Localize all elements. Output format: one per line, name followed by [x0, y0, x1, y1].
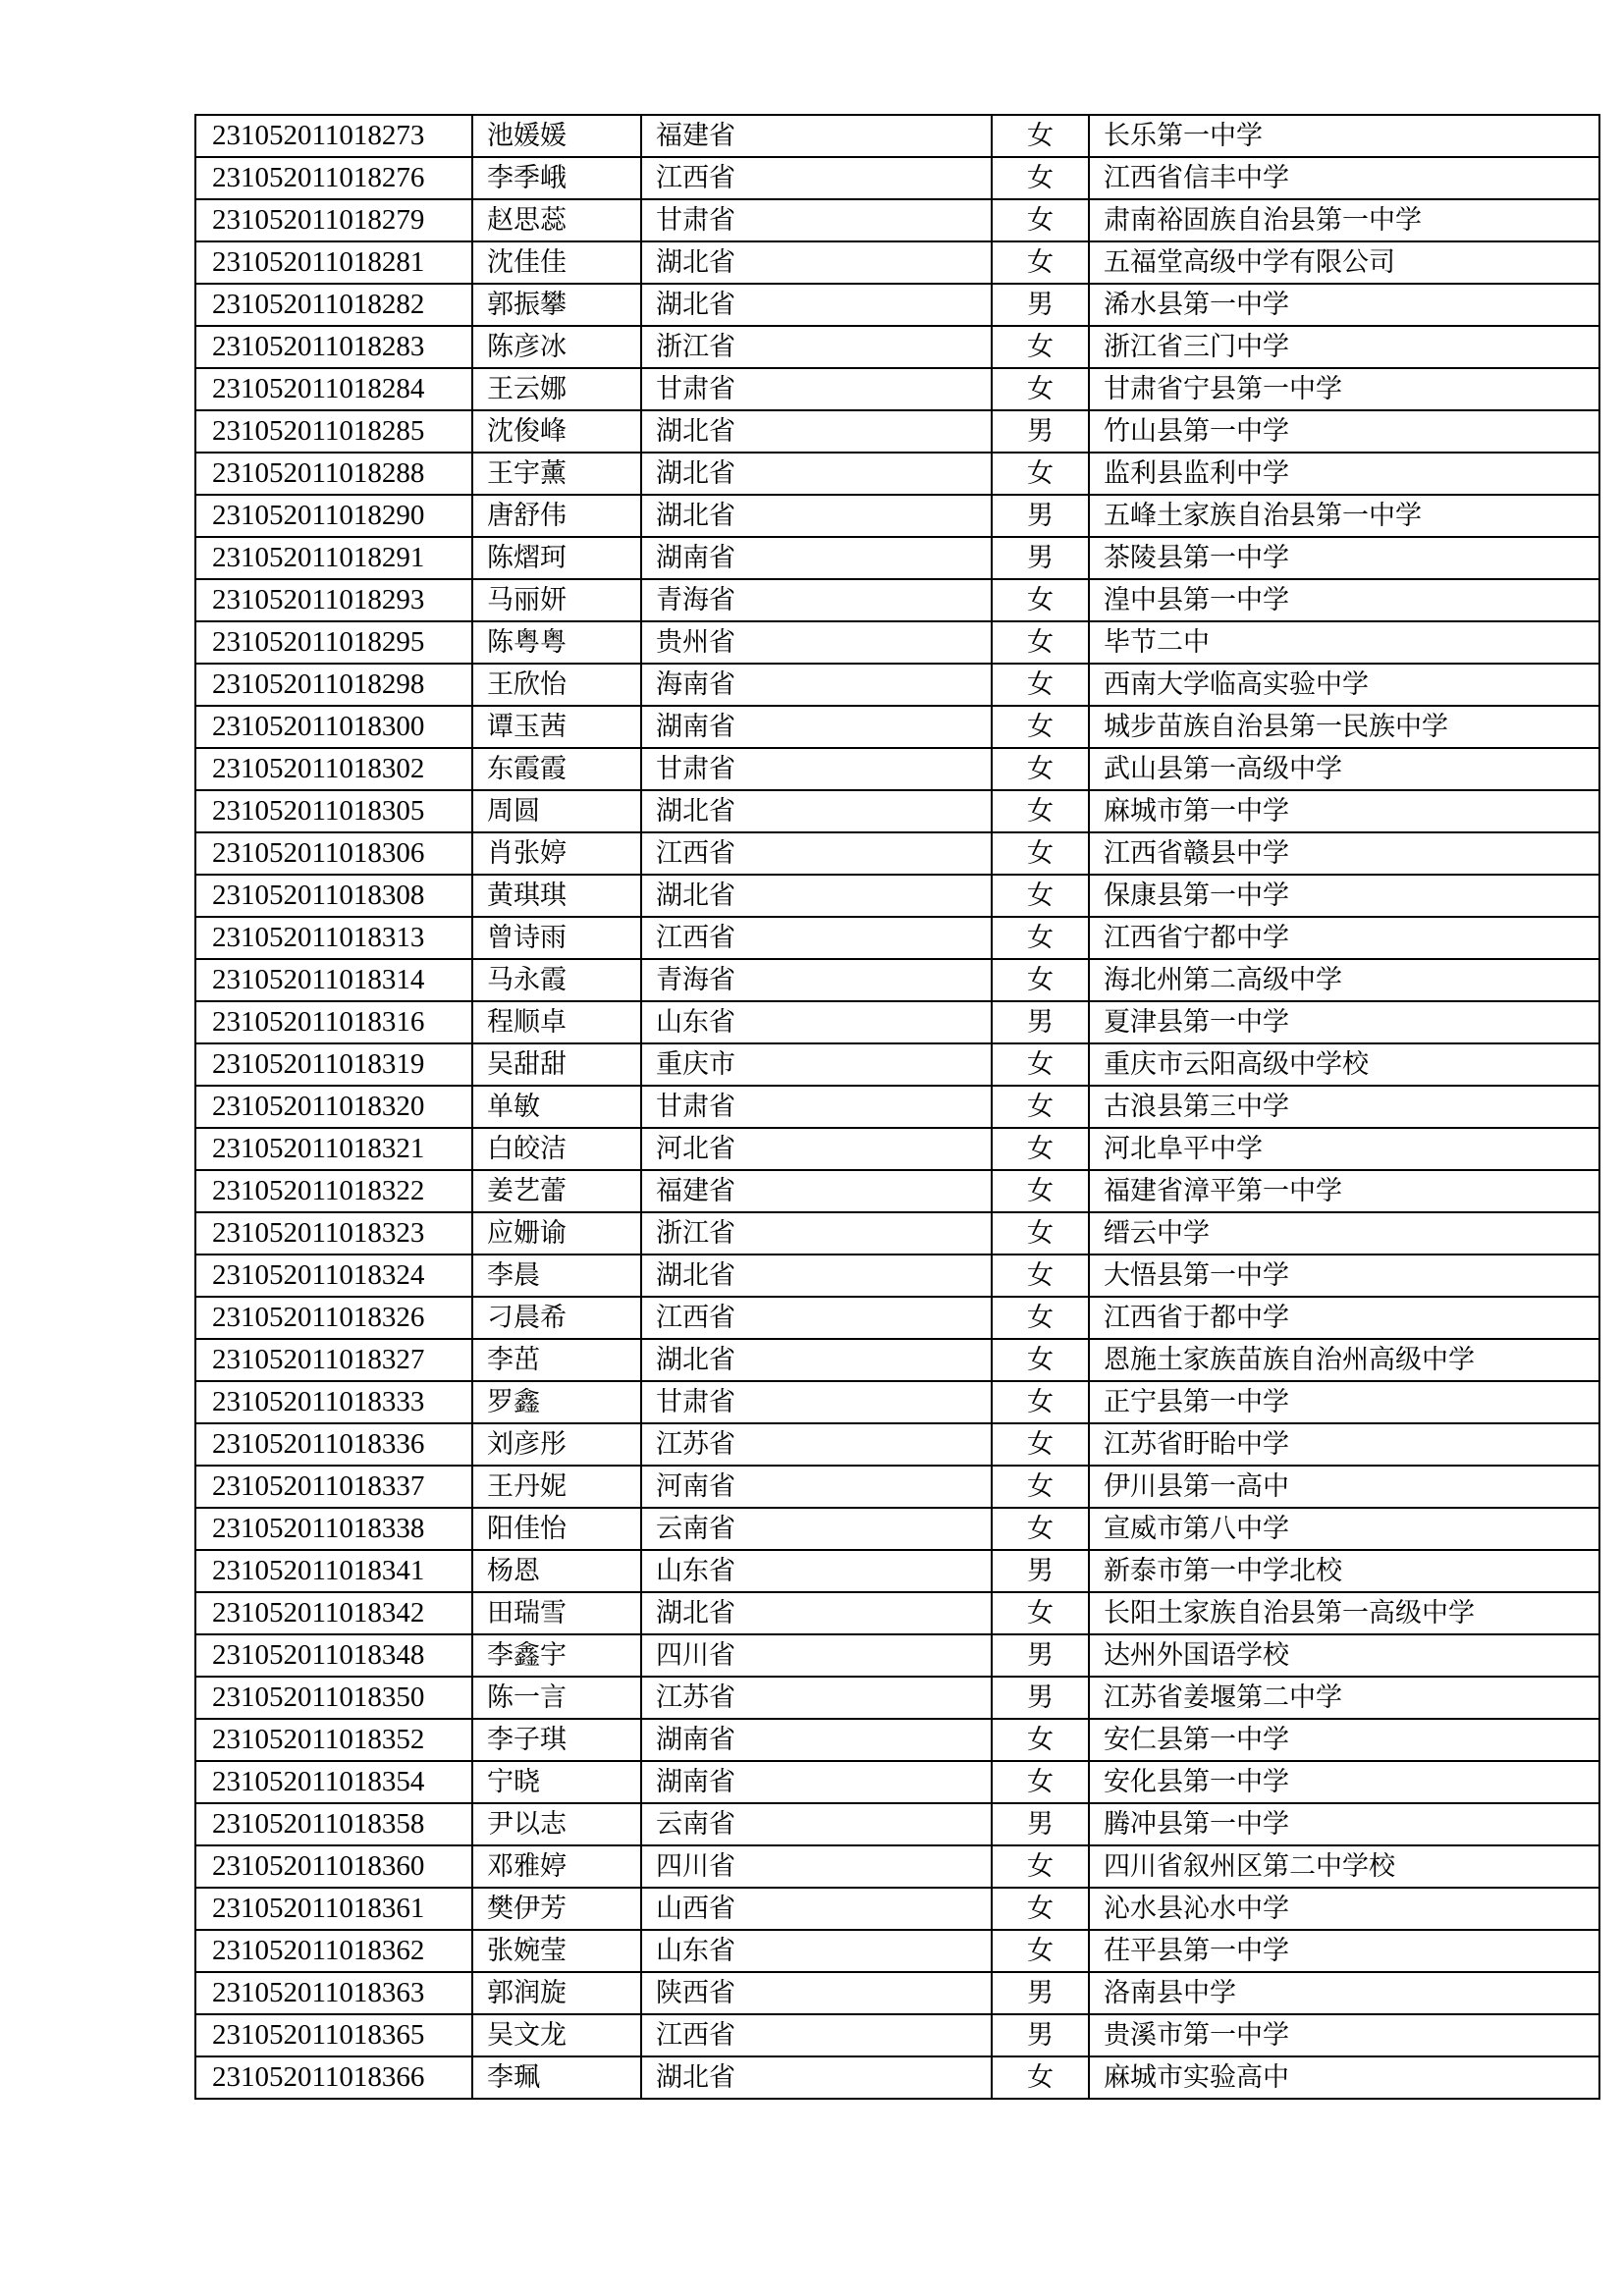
school-cell: 浠水县第一中学 — [1089, 284, 1599, 326]
province-cell: 河北省 — [641, 1128, 992, 1170]
school-cell: 西南大学临高实验中学 — [1089, 664, 1599, 706]
province-cell: 江西省 — [641, 157, 992, 199]
student-name-cell: 李茁 — [472, 1339, 641, 1381]
gender-cell: 男 — [992, 410, 1089, 453]
exam-id-cell: 231052011018313 — [195, 917, 472, 959]
student-name-cell: 陈彦冰 — [472, 326, 641, 368]
school-cell: 重庆市云阳高级中学校 — [1089, 1043, 1599, 1086]
school-cell: 江西省信丰中学 — [1089, 157, 1599, 199]
exam-id-cell: 231052011018326 — [195, 1297, 472, 1339]
gender-cell: 女 — [992, 1930, 1089, 1972]
exam-id-cell: 231052011018314 — [195, 959, 472, 1001]
table-row — [195, 1677, 1599, 1719]
gender-cell: 女 — [992, 1719, 1089, 1761]
school-cell: 达州外国语学校 — [1089, 1634, 1599, 1677]
table-row — [195, 1845, 1599, 1888]
exam-id-cell: 231052011018273 — [195, 115, 472, 157]
student-name-cell: 程顺卓 — [472, 1001, 641, 1043]
school-cell: 缙云中学 — [1089, 1212, 1599, 1255]
school-cell: 毕节二中 — [1089, 621, 1599, 664]
gender-cell: 女 — [992, 1381, 1089, 1423]
table-row — [195, 1170, 1599, 1212]
gender-cell: 女 — [992, 790, 1089, 832]
province-cell: 甘肃省 — [641, 1381, 992, 1423]
table-row — [195, 1930, 1599, 1972]
gender-cell: 男 — [992, 2014, 1089, 2056]
school-cell: 五峰土家族自治县第一中学 — [1089, 495, 1599, 537]
school-cell: 正宁县第一中学 — [1089, 1381, 1599, 1423]
student-name-cell: 樊伊芳 — [472, 1888, 641, 1930]
school-cell: 古浪县第三中学 — [1089, 1086, 1599, 1128]
table-row — [195, 368, 1599, 410]
province-cell: 江苏省 — [641, 1423, 992, 1466]
province-cell: 江西省 — [641, 917, 992, 959]
school-cell: 肃南裕固族自治县第一中学 — [1089, 199, 1599, 241]
table-row — [195, 115, 1599, 157]
gender-cell: 女 — [992, 368, 1089, 410]
table-row — [195, 1043, 1599, 1086]
school-cell: 海北州第二高级中学 — [1089, 959, 1599, 1001]
province-cell: 青海省 — [641, 579, 992, 621]
student-name-cell: 陈熠珂 — [472, 537, 641, 579]
exam-id-cell: 231052011018337 — [195, 1466, 472, 1508]
province-cell: 甘肃省 — [641, 368, 992, 410]
province-cell: 湖南省 — [641, 1761, 992, 1803]
province-cell: 湖北省 — [641, 1255, 992, 1297]
gender-cell: 男 — [992, 1634, 1089, 1677]
school-cell: 湟中县第一中学 — [1089, 579, 1599, 621]
province-cell: 云南省 — [641, 1508, 992, 1550]
province-cell: 甘肃省 — [641, 1086, 992, 1128]
school-cell: 竹山县第一中学 — [1089, 410, 1599, 453]
student-name-cell: 赵思蕊 — [472, 199, 641, 241]
province-cell: 江西省 — [641, 2014, 992, 2056]
table-row — [195, 1803, 1599, 1845]
table-row — [195, 1086, 1599, 1128]
school-cell: 长阳土家族自治县第一高级中学 — [1089, 1592, 1599, 1634]
province-cell: 福建省 — [641, 1170, 992, 1212]
exam-id-cell: 231052011018308 — [195, 875, 472, 917]
student-name-cell: 曾诗雨 — [472, 917, 641, 959]
student-name-cell: 应姗谕 — [472, 1212, 641, 1255]
table-row — [195, 2056, 1599, 2099]
table-row — [195, 748, 1599, 790]
school-cell: 江苏省盱眙中学 — [1089, 1423, 1599, 1466]
table-row — [195, 537, 1599, 579]
exam-id-cell: 231052011018288 — [195, 453, 472, 495]
gender-cell: 女 — [992, 241, 1089, 284]
table-row — [195, 579, 1599, 621]
province-cell: 福建省 — [641, 115, 992, 157]
gender-cell: 女 — [992, 115, 1089, 157]
exam-id-cell: 231052011018295 — [195, 621, 472, 664]
province-cell: 浙江省 — [641, 326, 992, 368]
exam-id-cell: 231052011018327 — [195, 1339, 472, 1381]
exam-id-cell: 231052011018291 — [195, 537, 472, 579]
student-name-cell: 郭振攀 — [472, 284, 641, 326]
gender-cell: 男 — [992, 1677, 1089, 1719]
school-cell: 监利县监利中学 — [1089, 453, 1599, 495]
province-cell: 江西省 — [641, 1297, 992, 1339]
student-name-cell: 马永霞 — [472, 959, 641, 1001]
school-cell: 麻城市实验高中 — [1089, 2056, 1599, 2099]
exam-id-cell: 231052011018282 — [195, 284, 472, 326]
student-name-cell: 张婉莹 — [472, 1930, 641, 1972]
gender-cell: 女 — [992, 832, 1089, 875]
student-name-cell: 谭玉茜 — [472, 706, 641, 748]
table-row — [195, 1128, 1599, 1170]
gender-cell: 女 — [992, 2056, 1089, 2099]
exam-id-cell: 231052011018300 — [195, 706, 472, 748]
school-cell: 长乐第一中学 — [1089, 115, 1599, 157]
gender-cell: 男 — [992, 284, 1089, 326]
province-cell: 浙江省 — [641, 1212, 992, 1255]
province-cell: 四川省 — [641, 1634, 992, 1677]
school-cell: 保康县第一中学 — [1089, 875, 1599, 917]
gender-cell: 男 — [992, 1972, 1089, 2014]
province-cell: 湖北省 — [641, 241, 992, 284]
exam-id-cell: 231052011018283 — [195, 326, 472, 368]
student-name-cell: 王欣怡 — [472, 664, 641, 706]
gender-cell: 女 — [992, 579, 1089, 621]
gender-cell: 女 — [992, 1086, 1089, 1128]
exam-id-cell: 231052011018293 — [195, 579, 472, 621]
gender-cell: 男 — [992, 1001, 1089, 1043]
school-cell: 夏津县第一中学 — [1089, 1001, 1599, 1043]
school-cell: 茶陵县第一中学 — [1089, 537, 1599, 579]
province-cell: 湖北省 — [641, 1592, 992, 1634]
student-name-cell: 周圆 — [472, 790, 641, 832]
province-cell: 湖南省 — [641, 706, 992, 748]
school-cell: 洛南县中学 — [1089, 1972, 1599, 2014]
student-name-cell: 李季峨 — [472, 157, 641, 199]
province-cell: 青海省 — [641, 959, 992, 1001]
province-cell: 湖北省 — [641, 284, 992, 326]
gender-cell: 女 — [992, 664, 1089, 706]
table-row — [195, 1592, 1599, 1634]
table-row — [195, 1297, 1599, 1339]
school-cell: 福建省漳平第一中学 — [1089, 1170, 1599, 1212]
gender-cell: 女 — [992, 199, 1089, 241]
exam-id-cell: 231052011018305 — [195, 790, 472, 832]
table-row — [195, 410, 1599, 453]
student-name-cell: 肖张婷 — [472, 832, 641, 875]
gender-cell: 男 — [992, 537, 1089, 579]
student-name-cell: 东霞霞 — [472, 748, 641, 790]
exam-id-cell: 231052011018365 — [195, 2014, 472, 2056]
table-row — [195, 284, 1599, 326]
school-cell: 恩施土家族苗族自治州高级中学 — [1089, 1339, 1599, 1381]
province-cell: 湖北省 — [641, 2056, 992, 2099]
school-cell: 江西省于都中学 — [1089, 1297, 1599, 1339]
student-name-cell: 马丽妍 — [472, 579, 641, 621]
exam-id-cell: 231052011018306 — [195, 832, 472, 875]
school-cell: 城步苗族自治县第一民族中学 — [1089, 706, 1599, 748]
gender-cell: 女 — [992, 326, 1089, 368]
gender-cell: 女 — [992, 1212, 1089, 1255]
school-cell: 江西省宁都中学 — [1089, 917, 1599, 959]
student-name-cell: 郭润旋 — [472, 1972, 641, 2014]
student-name-cell: 单敏 — [472, 1086, 641, 1128]
exam-id-cell: 231052011018284 — [195, 368, 472, 410]
student-name-cell: 沈俊峰 — [472, 410, 641, 453]
exam-id-cell: 231052011018361 — [195, 1888, 472, 1930]
province-cell: 湖北省 — [641, 790, 992, 832]
student-name-cell: 王丹妮 — [472, 1466, 641, 1508]
table-row — [195, 1255, 1599, 1297]
gender-cell: 女 — [992, 1043, 1089, 1086]
exam-id-cell: 231052011018298 — [195, 664, 472, 706]
student-name-cell: 李珮 — [472, 2056, 641, 2099]
province-cell: 海南省 — [641, 664, 992, 706]
table-row — [195, 1972, 1599, 2014]
table-row — [195, 1634, 1599, 1677]
province-cell: 山东省 — [641, 1001, 992, 1043]
gender-cell: 女 — [992, 917, 1089, 959]
gender-cell: 女 — [992, 706, 1089, 748]
exam-id-cell: 231052011018354 — [195, 1761, 472, 1803]
student-name-cell: 李晨 — [472, 1255, 641, 1297]
province-cell: 湖南省 — [641, 537, 992, 579]
province-cell: 河南省 — [641, 1466, 992, 1508]
school-cell: 麻城市第一中学 — [1089, 790, 1599, 832]
gender-cell: 女 — [992, 1466, 1089, 1508]
gender-cell: 女 — [992, 1170, 1089, 1212]
province-cell: 湖北省 — [641, 1339, 992, 1381]
province-cell: 江西省 — [641, 832, 992, 875]
table-row — [195, 790, 1599, 832]
exam-id-cell: 231052011018363 — [195, 1972, 472, 2014]
student-name-cell: 刘彦彤 — [472, 1423, 641, 1466]
school-cell: 安化县第一中学 — [1089, 1761, 1599, 1803]
roster-body — [195, 115, 1599, 2099]
exam-id-cell: 231052011018321 — [195, 1128, 472, 1170]
school-cell: 沁水县沁水中学 — [1089, 1888, 1599, 1930]
school-cell: 大悟县第一中学 — [1089, 1255, 1599, 1297]
student-name-cell: 刁晨希 — [472, 1297, 641, 1339]
gender-cell: 男 — [992, 495, 1089, 537]
province-cell: 贵州省 — [641, 621, 992, 664]
student-name-cell: 王云娜 — [472, 368, 641, 410]
student-name-cell: 陈粤粤 — [472, 621, 641, 664]
table-row — [195, 621, 1599, 664]
table-row — [195, 157, 1599, 199]
student-roster-table — [194, 114, 1600, 2100]
exam-id-cell: 231052011018341 — [195, 1550, 472, 1592]
table-row — [195, 495, 1599, 537]
exam-id-cell: 231052011018285 — [195, 410, 472, 453]
gender-cell: 女 — [992, 1423, 1089, 1466]
province-cell: 湖北省 — [641, 453, 992, 495]
school-cell: 江苏省姜堰第二中学 — [1089, 1677, 1599, 1719]
school-cell: 江西省赣县中学 — [1089, 832, 1599, 875]
exam-id-cell: 231052011018366 — [195, 2056, 472, 2099]
exam-id-cell: 231052011018333 — [195, 1381, 472, 1423]
student-name-cell: 白皎洁 — [472, 1128, 641, 1170]
province-cell: 甘肃省 — [641, 748, 992, 790]
student-name-cell: 唐舒伟 — [472, 495, 641, 537]
exam-id-cell: 231052011018352 — [195, 1719, 472, 1761]
gender-cell: 女 — [992, 748, 1089, 790]
table-row — [195, 1466, 1599, 1508]
school-cell: 安仁县第一中学 — [1089, 1719, 1599, 1761]
table-row — [195, 1001, 1599, 1043]
student-name-cell: 吴文龙 — [472, 2014, 641, 2056]
school-cell: 甘肃省宁县第一中学 — [1089, 368, 1599, 410]
exam-id-cell: 231052011018324 — [195, 1255, 472, 1297]
school-cell: 新泰市第一中学北校 — [1089, 1550, 1599, 1592]
student-name-cell: 沈佳佳 — [472, 241, 641, 284]
table-row — [195, 2014, 1599, 2056]
student-name-cell: 黄琪琪 — [472, 875, 641, 917]
school-cell: 腾冲县第一中学 — [1089, 1803, 1599, 1845]
province-cell: 湖北省 — [641, 410, 992, 453]
exam-id-cell: 231052011018322 — [195, 1170, 472, 1212]
gender-cell: 女 — [992, 1592, 1089, 1634]
gender-cell: 女 — [992, 1255, 1089, 1297]
school-cell: 武山县第一高级中学 — [1089, 748, 1599, 790]
school-cell: 四川省叙州区第二中学校 — [1089, 1845, 1599, 1888]
table-row — [195, 241, 1599, 284]
gender-cell: 男 — [992, 1803, 1089, 1845]
gender-cell: 女 — [992, 453, 1089, 495]
exam-id-cell: 231052011018302 — [195, 748, 472, 790]
table-row — [195, 199, 1599, 241]
province-cell: 江苏省 — [641, 1677, 992, 1719]
gender-cell: 女 — [992, 1845, 1089, 1888]
student-name-cell: 李子琪 — [472, 1719, 641, 1761]
table-row — [195, 453, 1599, 495]
student-name-cell: 杨恩 — [472, 1550, 641, 1592]
exam-id-cell: 231052011018319 — [195, 1043, 472, 1086]
province-cell: 陕西省 — [641, 1972, 992, 2014]
province-cell: 湖南省 — [641, 1719, 992, 1761]
table-row — [195, 1212, 1599, 1255]
exam-id-cell: 231052011018279 — [195, 199, 472, 241]
province-cell: 四川省 — [641, 1845, 992, 1888]
exam-id-cell: 231052011018320 — [195, 1086, 472, 1128]
province-cell: 湖北省 — [641, 495, 992, 537]
gender-cell: 女 — [992, 621, 1089, 664]
table-row — [195, 1508, 1599, 1550]
table-row — [195, 917, 1599, 959]
table-row — [195, 1888, 1599, 1930]
province-cell: 山东省 — [641, 1930, 992, 1972]
student-name-cell: 姜艺蕾 — [472, 1170, 641, 1212]
student-name-cell: 池媛媛 — [472, 115, 641, 157]
student-name-cell: 尹以志 — [472, 1803, 641, 1845]
province-cell: 甘肃省 — [641, 199, 992, 241]
table-row — [195, 832, 1599, 875]
table-row — [195, 1381, 1599, 1423]
gender-cell: 女 — [992, 1128, 1089, 1170]
table-row — [195, 326, 1599, 368]
exam-id-cell: 231052011018350 — [195, 1677, 472, 1719]
student-name-cell: 王宇薰 — [472, 453, 641, 495]
gender-cell: 女 — [992, 959, 1089, 1001]
student-name-cell: 田瑞雪 — [472, 1592, 641, 1634]
province-cell: 山东省 — [641, 1550, 992, 1592]
table-row — [195, 959, 1599, 1001]
table-row — [195, 1423, 1599, 1466]
exam-id-cell: 231052011018338 — [195, 1508, 472, 1550]
exam-id-cell: 231052011018360 — [195, 1845, 472, 1888]
exam-id-cell: 231052011018358 — [195, 1803, 472, 1845]
table-row — [195, 1550, 1599, 1592]
province-cell: 山西省 — [641, 1888, 992, 1930]
school-cell: 伊川县第一高中 — [1089, 1466, 1599, 1508]
exam-id-cell: 231052011018362 — [195, 1930, 472, 1972]
exam-id-cell: 231052011018290 — [195, 495, 472, 537]
gender-cell: 女 — [992, 157, 1089, 199]
gender-cell: 女 — [992, 1508, 1089, 1550]
province-cell: 重庆市 — [641, 1043, 992, 1086]
school-cell: 茌平县第一中学 — [1089, 1930, 1599, 1972]
exam-id-cell: 231052011018348 — [195, 1634, 472, 1677]
exam-id-cell: 231052011018336 — [195, 1423, 472, 1466]
exam-id-cell: 231052011018276 — [195, 157, 472, 199]
exam-id-cell: 231052011018342 — [195, 1592, 472, 1634]
student-name-cell: 宁晓 — [472, 1761, 641, 1803]
gender-cell: 女 — [992, 875, 1089, 917]
student-name-cell: 吴甜甜 — [472, 1043, 641, 1086]
student-name-cell: 李鑫宇 — [472, 1634, 641, 1677]
gender-cell: 女 — [992, 1339, 1089, 1381]
gender-cell: 男 — [992, 1550, 1089, 1592]
gender-cell: 女 — [992, 1761, 1089, 1803]
table-row — [195, 875, 1599, 917]
exam-id-cell: 231052011018281 — [195, 241, 472, 284]
school-cell: 宣威市第八中学 — [1089, 1508, 1599, 1550]
school-cell: 浙江省三门中学 — [1089, 326, 1599, 368]
table-row — [195, 664, 1599, 706]
school-cell: 五福堂高级中学有限公司 — [1089, 241, 1599, 284]
exam-id-cell: 231052011018323 — [195, 1212, 472, 1255]
table-row — [195, 1719, 1599, 1761]
student-name-cell: 邓雅婷 — [472, 1845, 641, 1888]
province-cell: 云南省 — [641, 1803, 992, 1845]
student-name-cell: 陈一言 — [472, 1677, 641, 1719]
table-row — [195, 1339, 1599, 1381]
student-name-cell: 罗鑫 — [472, 1381, 641, 1423]
gender-cell: 女 — [992, 1888, 1089, 1930]
exam-id-cell: 231052011018316 — [195, 1001, 472, 1043]
province-cell: 湖北省 — [641, 875, 992, 917]
school-cell: 河北阜平中学 — [1089, 1128, 1599, 1170]
student-name-cell: 阳佳怡 — [472, 1508, 641, 1550]
gender-cell: 女 — [992, 1297, 1089, 1339]
table-row — [195, 1761, 1599, 1803]
table-row — [195, 706, 1599, 748]
school-cell: 贵溪市第一中学 — [1089, 2014, 1599, 2056]
